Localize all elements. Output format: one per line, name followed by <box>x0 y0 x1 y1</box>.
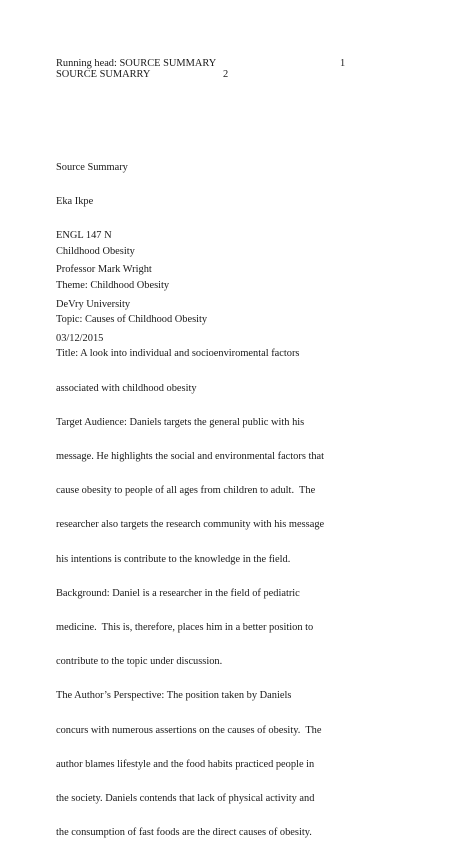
running-head-label: Running head: SOURCE SUMMARY <box>56 58 217 69</box>
author-perspective-line: The Author’s Perspective: The position taken by Daniels <box>56 690 292 702</box>
body-line: message. He highlights the social and environmental factors that <box>56 451 325 463</box>
body-line: cause obesity to people of all ages from children to adult. The <box>56 485 316 497</box>
body-line: the society. Daniels contends that lack of physical activity and <box>56 793 315 805</box>
document-title: Source Summary <box>56 161 128 173</box>
theme-line: Theme: Childhood Obesity <box>56 280 170 292</box>
running-head-line <box>56 58 386 69</box>
section-heading: Childhood Obesity <box>56 245 135 257</box>
title-line: Title: A look into individual and socioenviromental factors <box>56 348 300 360</box>
body-line: the consumption of fast foods are the direct causes of obesity. <box>56 827 312 839</box>
body-line: concurs with numerous assertions on the causes of obesity. The <box>56 724 322 736</box>
body-line: contribute to the topic under discussion. <box>56 656 223 668</box>
running-header <box>56 58 386 81</box>
page-number: 2 <box>223 69 229 81</box>
professor-name: Professor Mark Wright <box>56 264 152 276</box>
course-code: ENGL 147 N <box>56 230 112 242</box>
target-audience-line: Target Audience: Daniels targets the general public with his <box>56 416 305 428</box>
document-date: 03/12/2015 <box>56 332 104 344</box>
background-line: Background: Daniel is a researcher in the field of pediatric <box>56 587 300 599</box>
body-line: author blames lifestyle and the food habits practiced people in <box>56 758 315 770</box>
body-line: associated with childhood obesity <box>56 382 197 394</box>
institution-name: DeVry University <box>56 298 131 310</box>
short-title-label: SOURCE SUMARRY <box>56 69 151 81</box>
topic-line: Topic: Causes of Childhood Obesity <box>56 314 208 326</box>
short-title-line <box>56 69 386 80</box>
author-name: Eka Ikpe <box>56 196 94 208</box>
body-line: researcher also targets the research community with his message <box>56 519 325 531</box>
body-line: his intentions is contribute to the knowledge in the field. <box>56 553 291 565</box>
body-text <box>56 223 324 861</box>
body-line: medicine. This is, therefore, places him in a better position to <box>56 622 314 634</box>
page-number: 1 <box>340 58 346 69</box>
